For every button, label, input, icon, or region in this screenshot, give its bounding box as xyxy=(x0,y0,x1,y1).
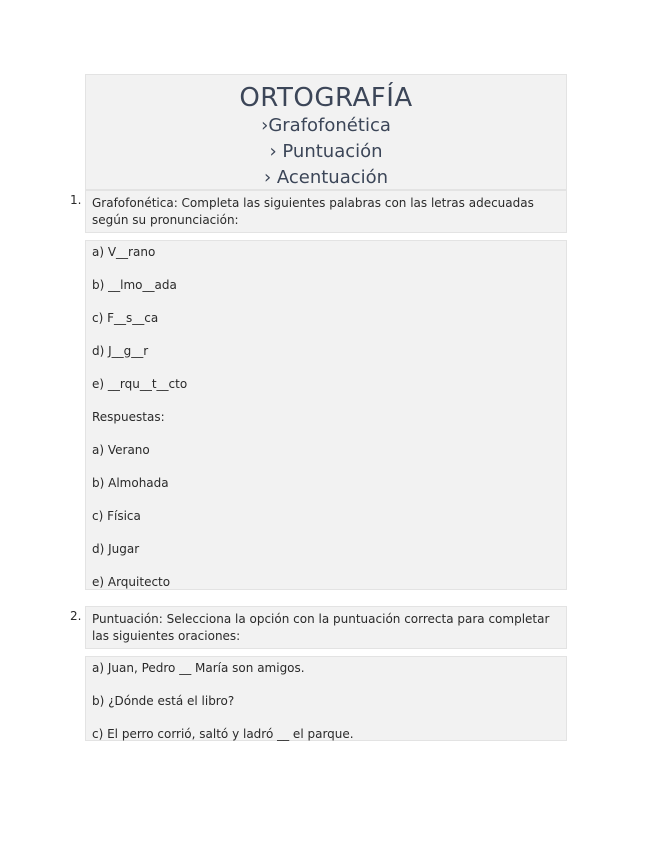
answers-heading: Respuestas: xyxy=(92,410,165,424)
subtitle-puntuacion: › Puntuación xyxy=(269,141,383,162)
list-item: c) F__s__ca xyxy=(92,311,159,325)
list-item: d) Jugar xyxy=(92,542,140,556)
question-2-answers xyxy=(85,656,567,741)
list-item: a) Juan, Pedro __ María son amigos. xyxy=(92,661,305,675)
subtitle-acentuacion: › Acentuación xyxy=(263,167,389,188)
question-2-prompt: Puntuación: Selecciona la opción con la puntuación correcta para completar las siguientes oraciones: xyxy=(85,606,567,649)
list-item: b) __lmo__ada xyxy=(92,278,177,292)
list-item: a) Verano xyxy=(92,443,150,457)
question-1-answers xyxy=(85,240,567,590)
list-item: b) Almohada xyxy=(92,476,169,490)
list-item: e) Arquitecto xyxy=(92,575,171,589)
list-item: b) ¿Dónde está el libro? xyxy=(92,694,235,708)
list-item: c) El perro corrió, saltó y ladró __ el parque. xyxy=(92,727,354,741)
subtitle-grafofonetica: ›Grafofonética xyxy=(261,115,391,136)
list-item: a) V__rano xyxy=(92,245,156,259)
title-block xyxy=(85,74,567,190)
list-item: e) __rqu__t__cto xyxy=(92,377,188,391)
page-title: ORTOGRAFÍA xyxy=(239,83,413,113)
question-2-number: 2. xyxy=(70,609,82,623)
question-1-prompt: Grafofonética: Completa las siguientes palabras con las letras adecuadas según su pronunciación: xyxy=(85,190,567,233)
list-item: d) J__g__r xyxy=(92,344,149,358)
question-1-number: 1. xyxy=(70,193,82,207)
list-item: c) Física xyxy=(92,509,141,523)
